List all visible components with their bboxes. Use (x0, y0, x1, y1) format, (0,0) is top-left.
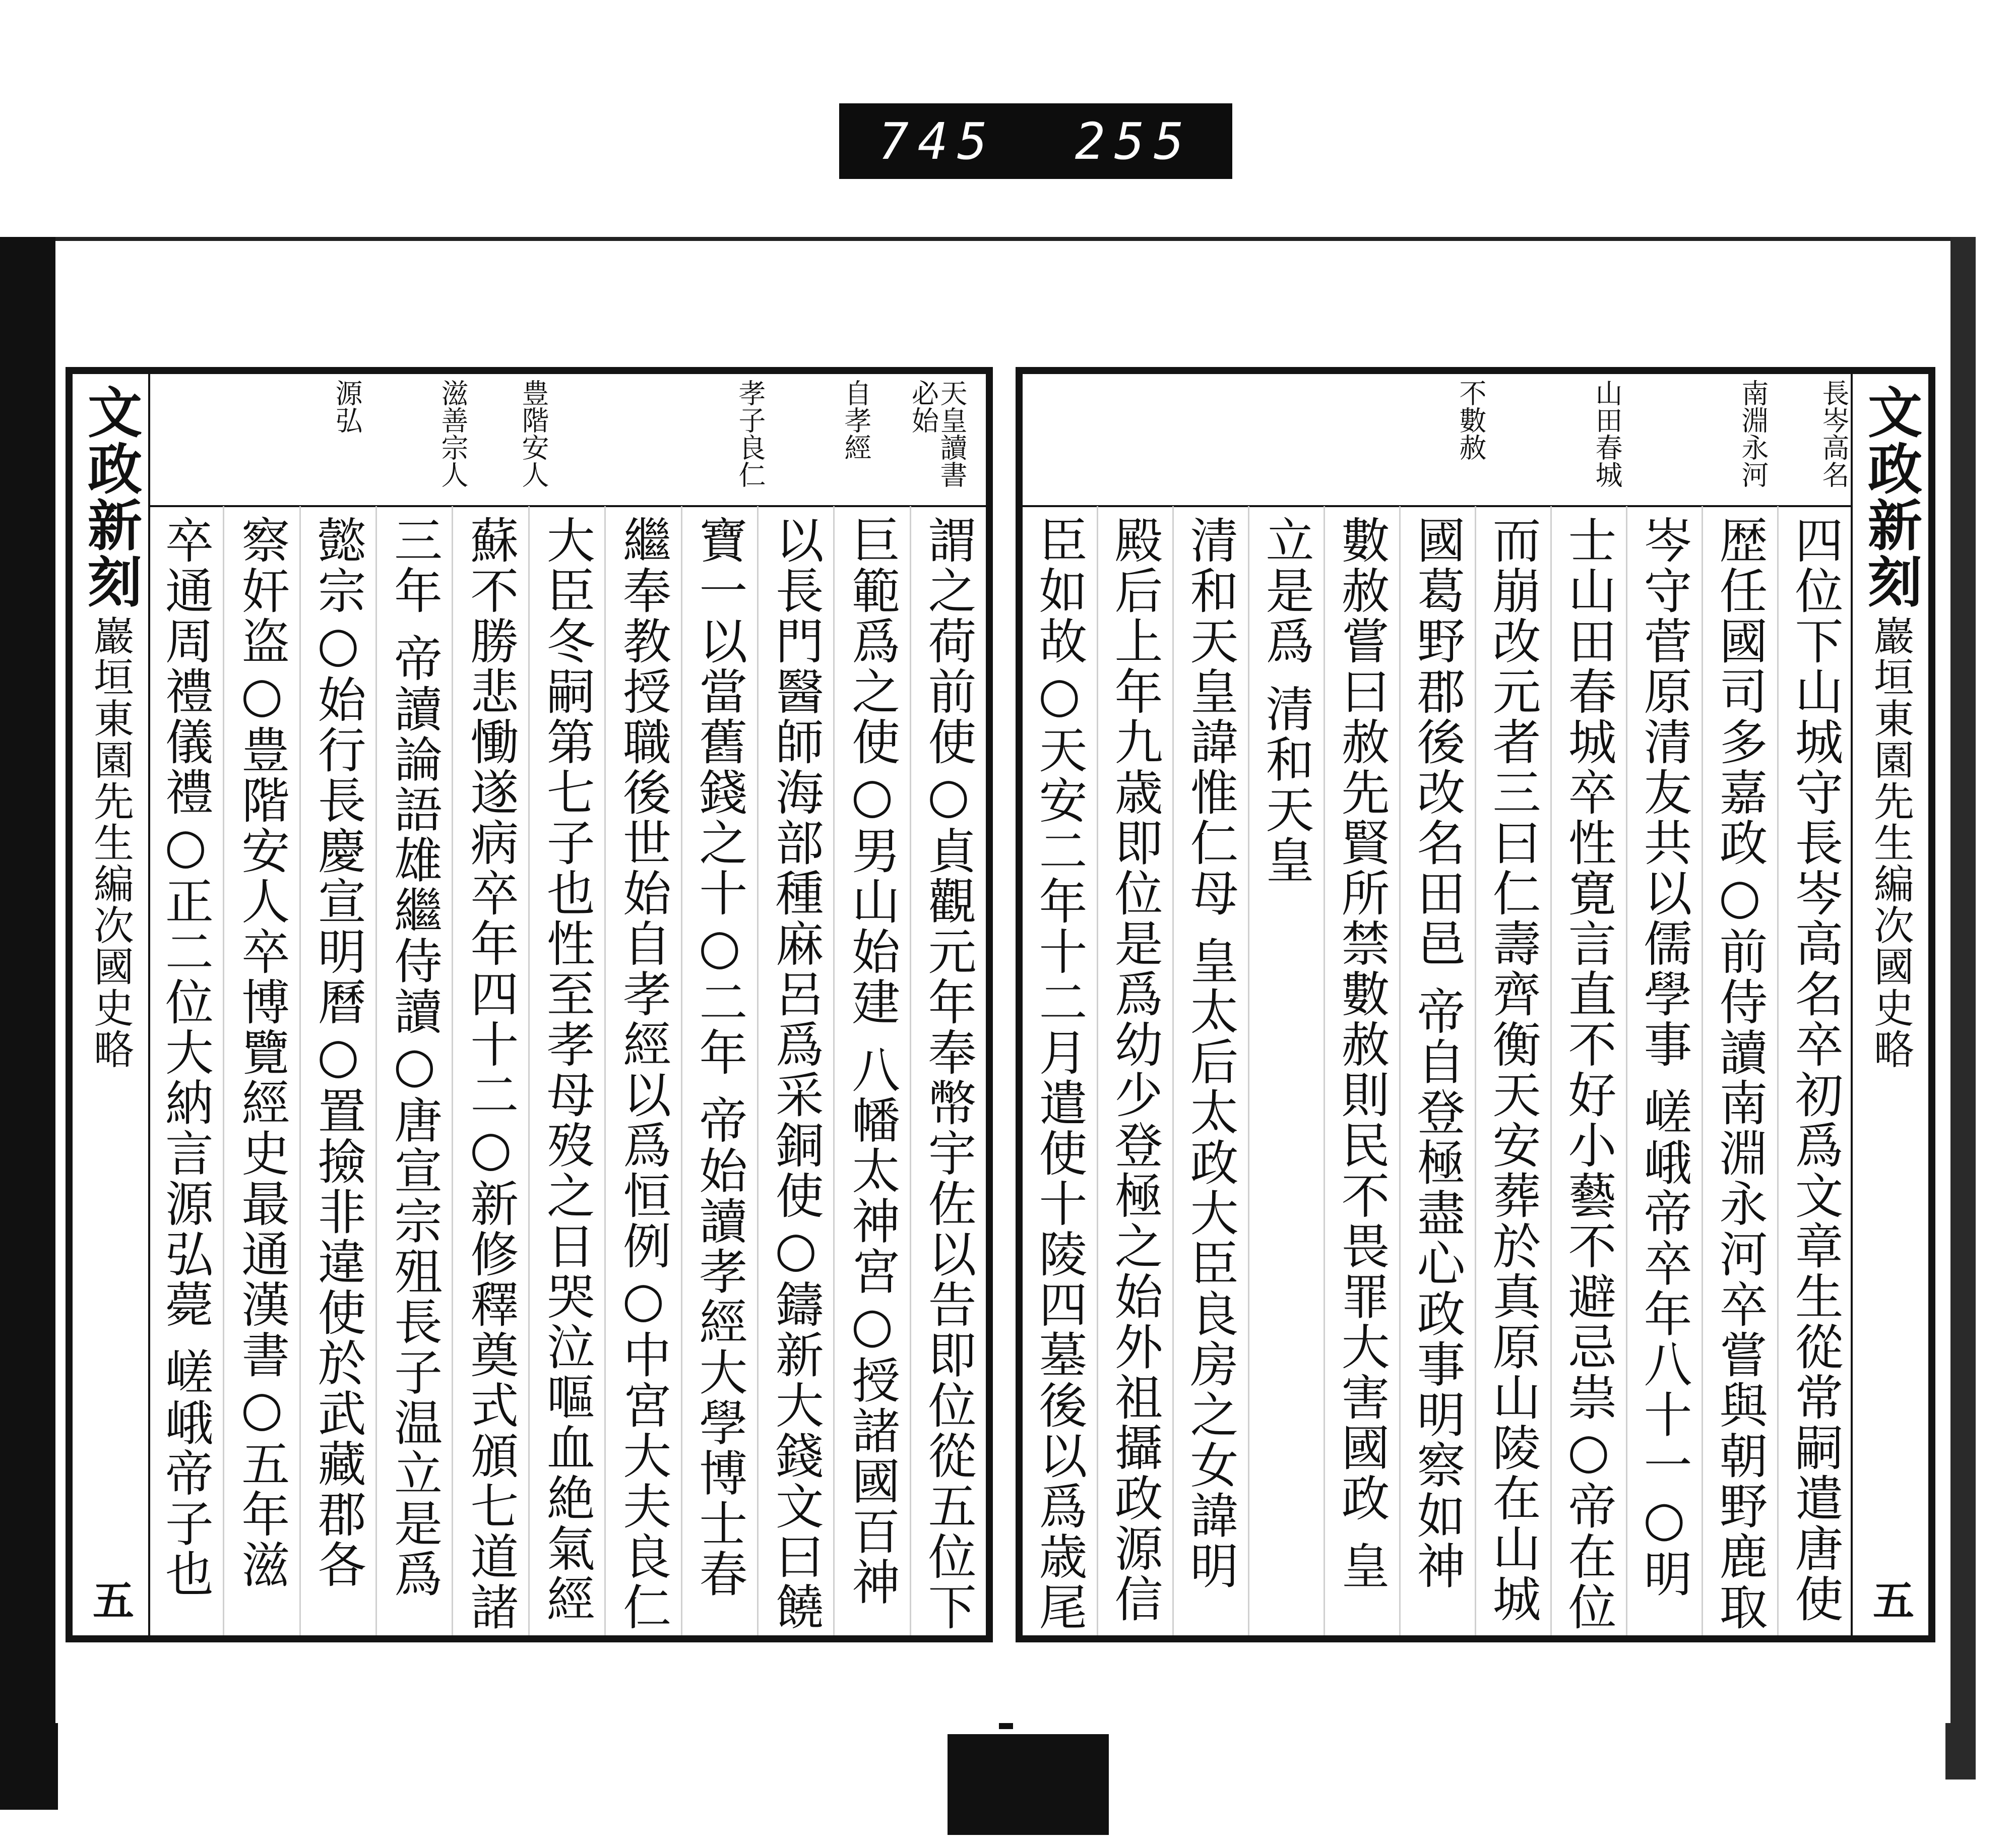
right-page (1000, 237, 1950, 1723)
text-column: 察奸盗○豊階安人卒博覽經史最通漢書○五年滋 (224, 506, 300, 1635)
header-note: 孝子良仁 (734, 379, 766, 488)
text-column: 而崩改元者三曰仁壽齊衡天安葬於真原山陵在山城 (1476, 506, 1552, 1635)
right-margin-title: 文政新刻 (1858, 384, 1922, 610)
header-note: 長岑高名 (1818, 379, 1850, 488)
left-page (55, 237, 1003, 1723)
archive-number-stamp (839, 103, 1232, 179)
left-page-text (148, 506, 986, 1635)
right-page-margin (1851, 374, 1928, 1635)
right-page-text (1023, 506, 1853, 1635)
left-book-edge (0, 237, 58, 1810)
text-column: 國葛野郡後改名田邑 帝自登極盡心政事明察如神 (1401, 506, 1476, 1635)
text-column: 寶一以當舊錢之十○二年 帝始讀孝經大學博士春 (682, 506, 759, 1635)
text-column: 士山田春城卒性寛言直不好小藝不避忌祟○帝在位 (1552, 506, 1627, 1635)
text-column: 以長門醫師海部種麻呂爲采銅使○鑄新大錢文曰饒 (759, 506, 835, 1635)
left-header-notes (148, 374, 986, 507)
text-column: 大臣冬嗣第七子也性至孝母歿之日哭泣嘔血絶氣經 (530, 506, 606, 1635)
header-note: 山田春城 (1591, 379, 1623, 488)
right-margin-folio: 五 (1866, 1579, 1915, 1620)
text-column: 岑守菅原清友共以儒學事 嵯峨帝卒年八十一○明 (1627, 506, 1703, 1635)
text-column: 立是爲 清和天皇 (1249, 506, 1325, 1635)
header-note: 源弘 (331, 379, 363, 434)
text-column: 繼奉教授職後世始自孝經以爲恒例○中宮大夫良仁 (606, 506, 682, 1635)
text-column: 四位下山城守長岑高名卒初爲文章生從常嗣遣唐使 (1787, 515, 1844, 1624)
left-page-frame (66, 367, 993, 1642)
right-margin-subtitle: 巖垣東園先生編次國史略 (1867, 615, 1914, 1070)
header-note: 豊階安人 (518, 379, 549, 488)
right-page-frame (1016, 367, 1935, 1642)
stamp-right-number: 255 (1075, 111, 1193, 171)
text-column: 蘇不勝悲慟遂病卒年四十二○新修釋奠式頒七道諸 (453, 506, 529, 1635)
text-column: 臣如故○天安二年十二月遣使十陵四墓後以爲歳尾 (1023, 506, 1098, 1635)
text-column: 三年 帝讀論語雄繼侍讀○唐宣宗殂長子温立是爲 (377, 506, 453, 1635)
text-column: 巨範爲之使○男山始建 八幡太神宮○授諸國百神 (835, 506, 911, 1635)
text-column: 殿后上年九歳即位是爲幼少登極之始外祖攝政源信 (1098, 506, 1174, 1635)
binding-clip (948, 1734, 1109, 1835)
text-column: 卒通周禮儀禮○正二位大納言源弘薨 嵯峨帝子也 (148, 506, 224, 1635)
left-page-margin (73, 374, 150, 1635)
left-margin-title: 文政新刻 (78, 384, 142, 610)
text-column: 清和天皇諱惟仁母 皇太后太政大臣良房之女諱明 (1174, 506, 1249, 1635)
text-column: 數赦嘗曰赦先賢所禁數赦則民不畏罪大害國政 皇 (1325, 506, 1401, 1635)
left-margin-subtitle: 巖垣東園先生編次國史略 (87, 615, 134, 1070)
text-column: 懿宗○始行長慶宣明曆○置撿非違使於武藏郡各 (301, 506, 377, 1635)
header-note: 不數赦 (1455, 379, 1487, 461)
header-note: 自孝經 (840, 379, 872, 461)
left-margin-folio: 五 (86, 1579, 135, 1620)
text-column: 謂之荷前使○貞觀元年奉幣宇佐以告即位從五位下 (920, 515, 977, 1632)
right-header-notes (1023, 374, 1853, 507)
header-note: 滋善宗人 (437, 379, 469, 488)
stamp-left-number: 745 (878, 111, 997, 171)
header-note: 天皇讀書必始 (907, 379, 968, 488)
text-column: 歴任國司多嘉政○前侍讀南淵永河卒嘗與朝野鹿取 (1703, 506, 1779, 1635)
header-note: 南淵永河 (1737, 379, 1769, 488)
